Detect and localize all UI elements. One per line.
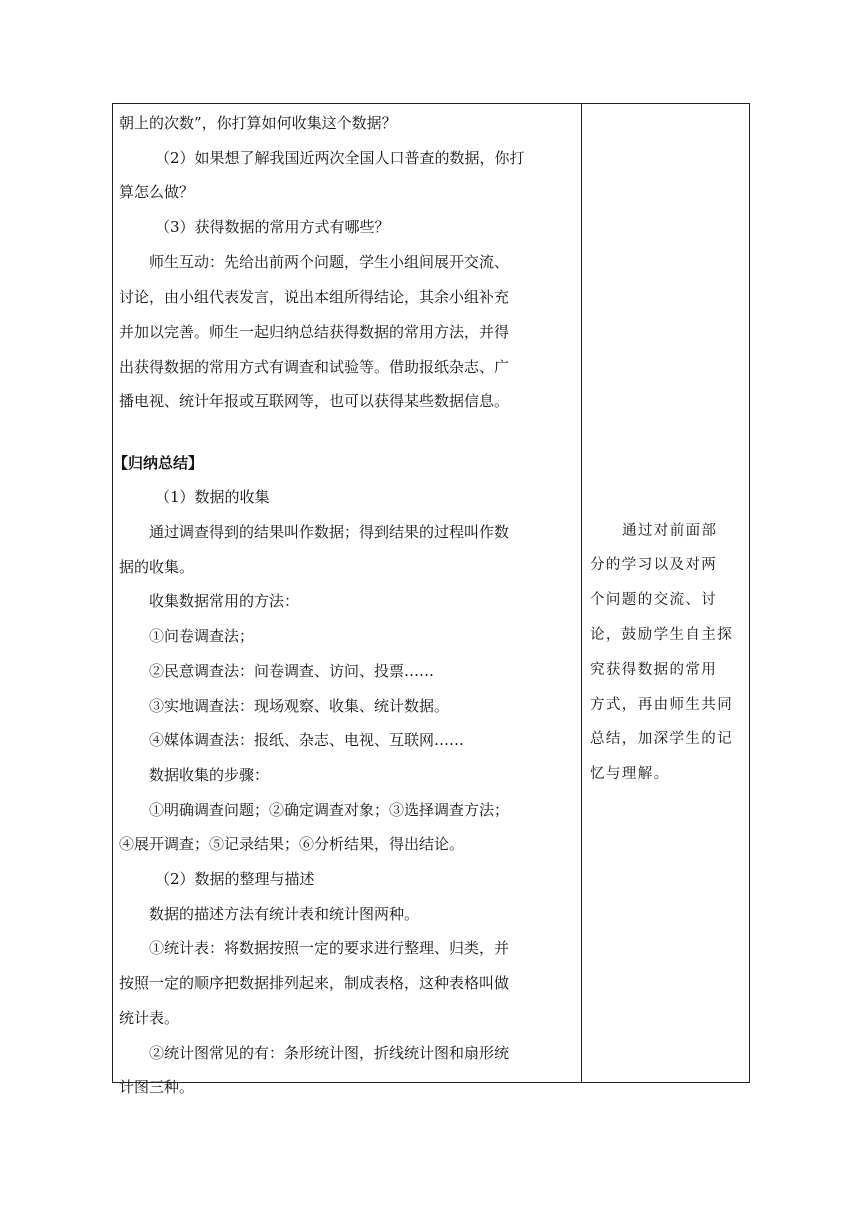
note-line: 方式，再由师生共同 — [590, 697, 734, 713]
text-line: （1）数据的收集 — [155, 488, 270, 506]
text-line: 算怎么做？ — [119, 183, 195, 201]
notes-column — [582, 104, 750, 1082]
text-line: 数据的描述方法有统计表和统计图两种。 — [149, 905, 420, 923]
text-line: 收集数据常用的方法： — [149, 592, 300, 610]
text-line: （2）如果想了解我国近两次全国人口普查的数据，你打 — [155, 149, 525, 167]
text-line: （2）数据的整理与描述 — [155, 870, 315, 888]
text-line: 按照一定的顺序把数据排列起来，制成表格，这种表格叫做 — [119, 974, 510, 992]
text-line: 讨论，由小组代表发言，说出本组所得结论，其余小组补充 — [119, 288, 510, 306]
text-line: ①统计表：将数据按照一定的要求进行整理、归类，并 — [149, 939, 510, 957]
text-line: ②统计图常见的有：条形统计图，折线统计图和扇形统 — [149, 1044, 510, 1062]
text-line: ①明确调查问题；②确定调查对象；③选择调查方法； — [149, 801, 510, 819]
text-line: 通过调查得到的结果叫作数据；得到结果的过程叫作数 — [149, 523, 510, 541]
text-line: （3）获得数据的常用方式有哪些？ — [155, 218, 390, 236]
note-line: 通过对前面部 — [622, 523, 718, 539]
note-line: 究获得数据的常用 — [590, 662, 718, 678]
note-line: 分的学习以及对两 — [590, 557, 718, 573]
summary-heading: 【归纳总结】 — [113, 454, 204, 472]
text-line: 据的收集。 — [119, 558, 195, 576]
text-line: ④媒体调查法：报纸、杂志、电视、互联网…… — [149, 731, 465, 749]
text-line: 师生互动：先给出前两个问题，学生小组间展开交流、 — [149, 253, 510, 271]
text-line: 播电视、统计年报或互联网等，也可以获得某些数据信息。 — [119, 392, 510, 410]
text-line: ②民意调查法：问卷调查、访问、投票…… — [149, 662, 435, 680]
text-line: 朝上的次数”，你打算如何收集这个数据？ — [119, 114, 397, 132]
text-line: 统计表。 — [119, 1009, 180, 1027]
note-line: 忆与理解。 — [590, 766, 670, 782]
note-line: 个问题的交流、讨 — [590, 592, 718, 608]
text-line: 出获得数据的常用方式有调查和试验等。借助报纸杂志、广 — [119, 358, 510, 376]
text-line: ③实地调查法：现场观察、收集、统计数据。 — [149, 697, 450, 715]
content-column — [113, 104, 581, 1096]
text-line: ④展开调查；⑤记录结果；⑥分析结果，得出结论。 — [119, 835, 465, 853]
note-line: 总结，加深学生的记 — [590, 731, 734, 747]
note-line: 论，鼓励学生自主探 — [590, 627, 734, 643]
text-line: ①问卷调查法； — [149, 627, 255, 645]
lesson-table — [112, 103, 750, 1096]
text-line: 数据收集的步骤： — [149, 766, 270, 784]
text-line: 计图三种。 — [119, 1078, 195, 1096]
text-line: 并加以完善。师生一起归纳总结获得数据的常用方法，并得 — [119, 323, 510, 341]
